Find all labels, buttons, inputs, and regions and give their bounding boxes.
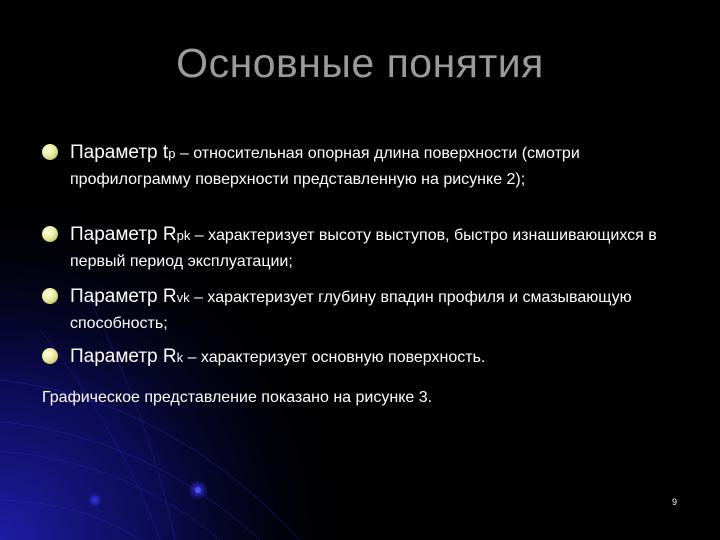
- bullet-lead: Параметр R: [70, 224, 177, 245]
- bullet-lead: Параметр R: [70, 286, 177, 307]
- bullet-description: – относительная опорная длина поверхности (смотри профилограмму поверхности представленную на рисунке 2);: [70, 145, 580, 188]
- bullet-item-rvk: [42, 284, 682, 337]
- bullet-lead: Параметр t: [70, 142, 169, 163]
- bullet-description: – характеризует глубину впадин профиля и смазывающую способность;: [70, 289, 632, 332]
- bullet-item-rpk: [42, 222, 682, 275]
- bullet-lead: Параметр R: [70, 346, 177, 367]
- bullet-dot-icon: [42, 226, 58, 242]
- bullet-description: – характеризует высоту выступов, быстро изнашивающихся в первый период эксплуатации;: [70, 227, 657, 270]
- bullet-item-tp: [42, 140, 682, 193]
- bullet-description: – характеризует основную поверхность.: [183, 349, 486, 366]
- bullet-subscript: vk: [176, 290, 190, 305]
- bullet-dot-icon: [42, 348, 58, 364]
- page-number: 9: [672, 497, 678, 507]
- bullet-dot-icon: [42, 288, 58, 304]
- bullet-subscript: k: [176, 350, 184, 365]
- bullet-item-rk: [42, 344, 485, 371]
- bullet-subscript: p: [168, 146, 176, 161]
- bullet-text: [70, 284, 682, 337]
- bullet-subscript: pk: [176, 228, 191, 243]
- footer-note: Графическое представление показано на рисунке 3.: [42, 389, 433, 406]
- slide-title: Основные понятия: [176, 40, 544, 86]
- bullet-text: [70, 344, 485, 371]
- bullet-dot-icon: [42, 144, 58, 160]
- bullet-text: [70, 222, 682, 275]
- bullet-text: [70, 140, 682, 193]
